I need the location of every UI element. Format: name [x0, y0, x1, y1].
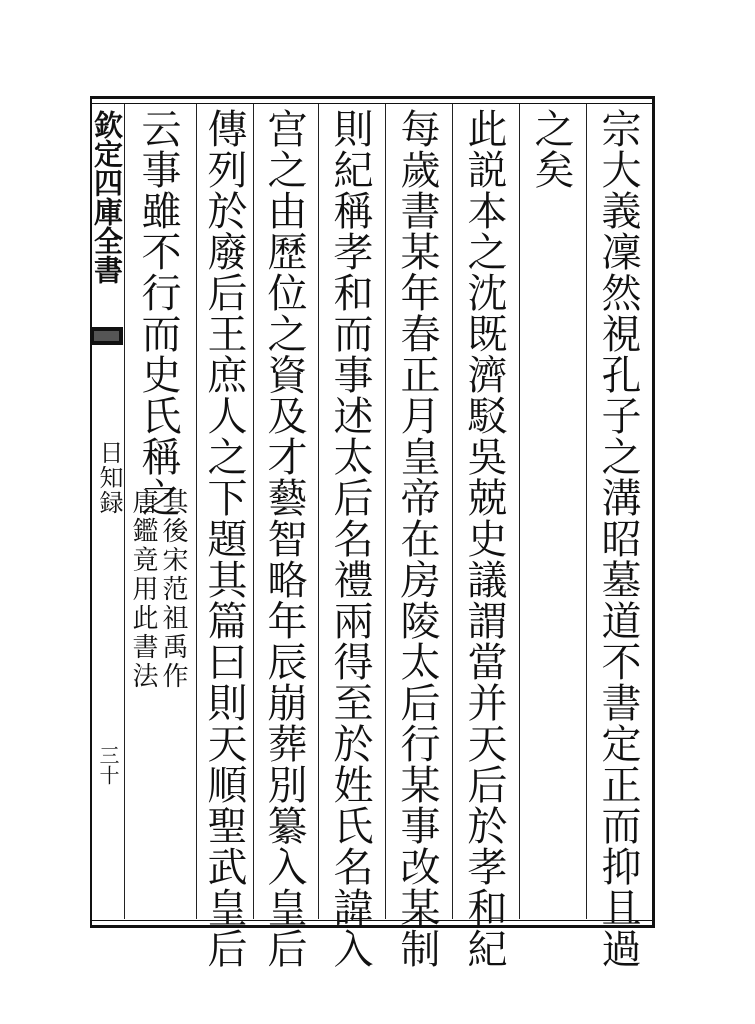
top-inner-rule	[90, 103, 655, 104]
text-column-4: 每歲書某年春正月皇帝在房陵太后行某事改某制	[394, 108, 440, 969]
collection-title: 欽定四庫全書	[90, 110, 124, 284]
page-number: 三十	[96, 745, 120, 785]
column-rule	[124, 104, 125, 919]
column-rule	[253, 104, 254, 919]
text-column-7: 傳列於廢后王庶人之下題其篇曰則天順聖武皇后	[201, 108, 247, 969]
column-rule	[385, 104, 386, 919]
column-rule	[196, 104, 197, 919]
annotation-line-1: 其後宋范祖禹作	[158, 488, 188, 691]
text-column-5: 則紀稱孝和而事述太后名禮兩得至於姓氏名諱入	[327, 108, 373, 969]
text-column-8: 云事雖不行而史氏稱之	[135, 108, 181, 518]
text-column-6: 宫之由歷位之資及才藝智略年辰崩葬別纂入皇后	[261, 108, 307, 969]
annotation-line-2: 唐鑑竟用此書法	[128, 488, 158, 691]
text-column-3: 此説本之沈既濟駁吳兢史議謂當并天后於孝和紀	[461, 108, 507, 969]
text-column-2: 之矣	[528, 108, 574, 190]
column-rule	[452, 104, 453, 919]
column-rule	[318, 104, 319, 919]
column-rule	[586, 104, 587, 919]
book-title: 日知録	[95, 440, 123, 515]
column-rule	[519, 104, 520, 919]
fish-tail-mark	[90, 327, 123, 345]
text-column-1: 宗大義凜然視孔子之溝昭墓道不書定正而抑且過	[595, 108, 641, 969]
